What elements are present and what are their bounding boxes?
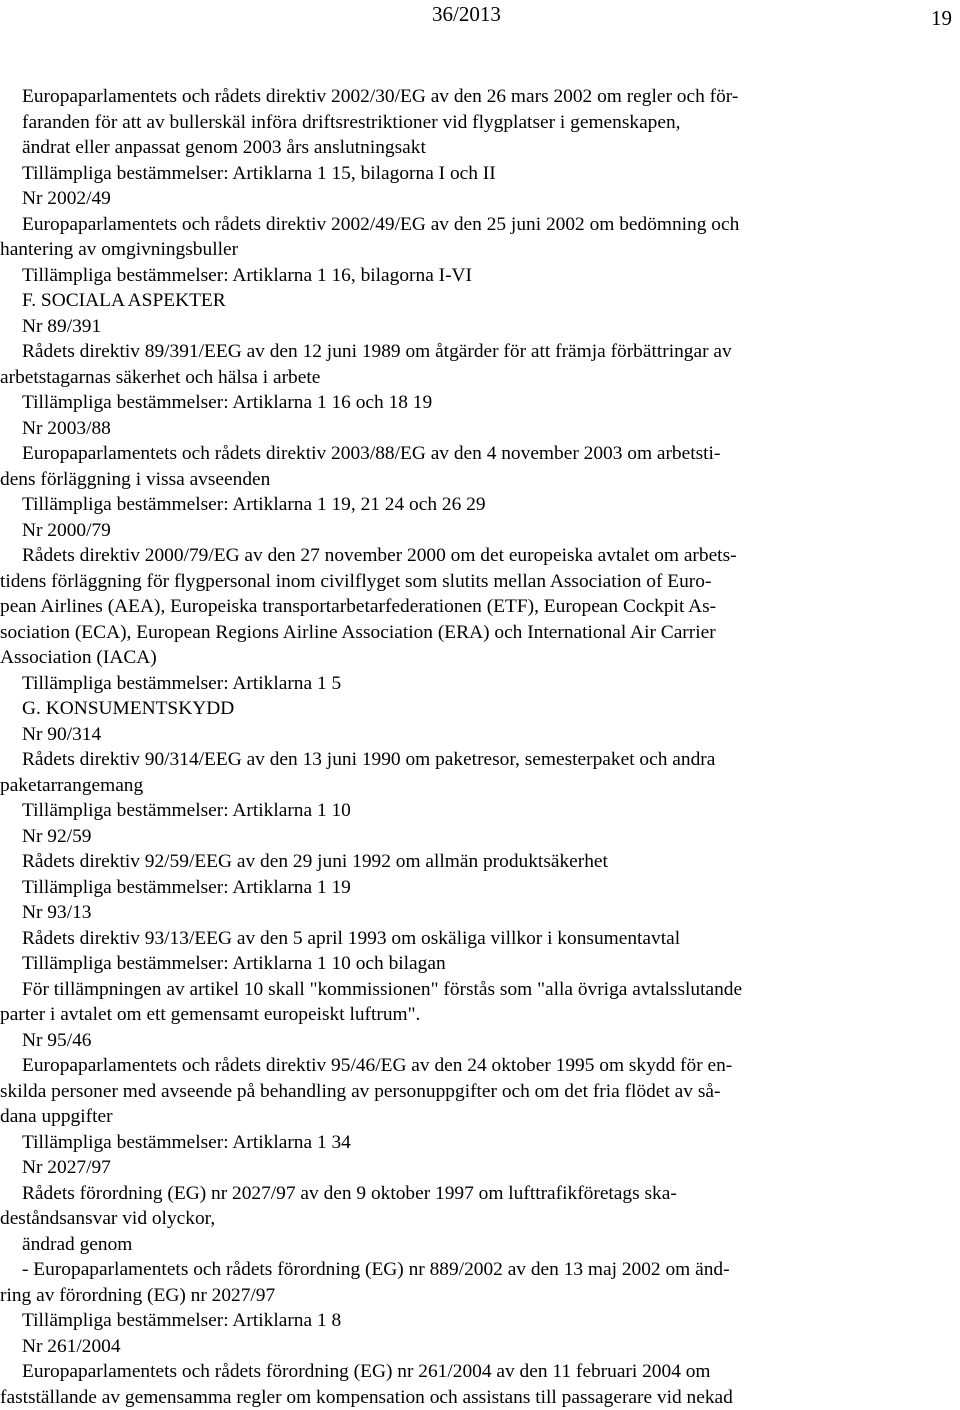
text-line: Tillämpliga bestämmelser: Artiklarna 1 19 xyxy=(0,875,958,901)
text-line: Tillämpliga bestämmelser: Artiklarna 1 34 xyxy=(0,1130,958,1156)
text-line: Rådets direktiv 92/59/EEG av den 29 juni 1992 om allmän produktsäkerhet xyxy=(0,849,958,875)
page-number: 19 xyxy=(931,6,952,31)
text-line: fastställande av gemensamma regler om kompensation och assistans till passagerare vid nekad xyxy=(0,1385,958,1410)
text-line: Tillämpliga bestämmelser: Artiklarna 1 5 xyxy=(0,671,958,697)
text-line: Nr 93/13 xyxy=(0,900,958,926)
text-line: Europaparlamentets och rådets förordning (EG) nr 261/2004 av den 11 februari 2004 om xyxy=(0,1359,958,1385)
text-line: Rådets direktiv 90/314/EEG av den 13 juni 1990 om paketresor, semesterpaket och andra xyxy=(0,747,958,773)
text-line: pean Airlines (AEA), Europeiska transportarbetarfederationen (ETF), European Cockpit As- xyxy=(0,594,958,620)
text-line: ändrat eller anpassat genom 2003 års anslutningsakt xyxy=(0,135,958,161)
text-line: Nr 89/391 xyxy=(0,314,958,340)
text-line: Nr 95/46 xyxy=(0,1028,958,1054)
text-line: faranden för att av bullerskäl införa driftsrestriktioner vid flygplatser i gemenskapen, xyxy=(0,110,958,136)
text-line: arbetstagarnas säkerhet och hälsa i arbete xyxy=(0,365,958,391)
text-line: Nr 90/314 xyxy=(0,722,958,748)
text-line: Tillämpliga bestämmelser: Artiklarna 1 16 och 18 19 xyxy=(0,390,958,416)
text-line: Rådets direktiv 2000/79/EG av den 27 november 2000 om det europeiska avtalet om arbets- xyxy=(0,543,958,569)
text-line: Europaparlamentets och rådets direktiv 95/46/EG av den 24 oktober 1995 om skydd för en- xyxy=(0,1053,958,1079)
page-header xyxy=(0,2,960,28)
text-line: G. KONSUMENTSKYDD xyxy=(0,696,958,722)
text-line: ändrad genom xyxy=(0,1232,958,1258)
text-line: - Europaparlamentets och rådets förordning (EG) nr 889/2002 av den 13 maj 2002 om änd- xyxy=(0,1257,958,1283)
text-line: Nr 92/59 xyxy=(0,824,958,850)
text-line: Tillämpliga bestämmelser: Artiklarna 1 15, bilagorna I och II xyxy=(0,161,958,187)
text-line: Rådets förordning (EG) nr 2027/97 av den 9 oktober 1997 om lufttrafikföretags ska- xyxy=(0,1181,958,1207)
text-line: tidens förläggning för flygpersonal inom civilflyget som slutits mellan Association of Euro- xyxy=(0,569,958,595)
text-line: Nr 2003/88 xyxy=(0,416,958,442)
text-line: skilda personer med avseende på behandling av personuppgifter och om det fria flödet av så- xyxy=(0,1079,958,1105)
text-line: Rådets direktiv 89/391/EEG av den 12 juni 1989 om åtgärder för att främja förbättringar av xyxy=(0,339,958,365)
text-line: Tillämpliga bestämmelser: Artiklarna 1 16, bilagorna I-VI xyxy=(0,263,958,289)
text-line: Nr 2002/49 xyxy=(0,186,958,212)
text-line: dens förläggning i vissa avseenden xyxy=(0,467,958,493)
text-line: Nr 2000/79 xyxy=(0,518,958,544)
text-line: Europaparlamentets och rådets direktiv 2002/49/EG av den 25 juni 2002 om bedömning och xyxy=(0,212,958,238)
text-line: Europaparlamentets och rådets direktiv 2003/88/EG av den 4 november 2003 om arbetsti- xyxy=(0,441,958,467)
text-line: Tillämpliga bestämmelser: Artiklarna 1 19, 21 24 och 26 29 xyxy=(0,492,958,518)
text-line: Nr 261/2004 xyxy=(0,1334,958,1360)
text-line: ring av förordning (EG) nr 2027/97 xyxy=(0,1283,958,1309)
text-line: Nr 2027/97 xyxy=(0,1155,958,1181)
text-line: F. SOCIALA ASPEKTER xyxy=(0,288,958,314)
text-line: För tillämpningen av artikel 10 skall "kommissionen" förstås som "alla övriga avtalsslutande xyxy=(0,977,958,1003)
text-line: Tillämpliga bestämmelser: Artiklarna 1 10 xyxy=(0,798,958,824)
issue-number: 36/2013 xyxy=(432,2,501,27)
text-line: Association (IACA) xyxy=(0,645,958,671)
text-line: Tillämpliga bestämmelser: Artiklarna 1 10 och bilagan xyxy=(0,951,958,977)
text-line: Europaparlamentets och rådets direktiv 2002/30/EG av den 26 mars 2002 om regler och för- xyxy=(0,84,958,110)
document-body xyxy=(0,84,958,1410)
text-line: Rådets direktiv 93/13/EEG av den 5 april 1993 om oskäliga villkor i konsumentavtal xyxy=(0,926,958,952)
text-line: deståndsansvar vid olyckor, xyxy=(0,1206,958,1232)
text-line: hantering av omgivningsbuller xyxy=(0,237,958,263)
text-line: paketarrangemang xyxy=(0,773,958,799)
text-line: Tillämpliga bestämmelser: Artiklarna 1 8 xyxy=(0,1308,958,1334)
text-line: dana uppgifter xyxy=(0,1104,958,1130)
text-line: sociation (ECA), European Regions Airline Association (ERA) och International Air Carrier xyxy=(0,620,958,646)
text-line: parter i avtalet om ett gemensamt europeiskt luftrum". xyxy=(0,1002,958,1028)
